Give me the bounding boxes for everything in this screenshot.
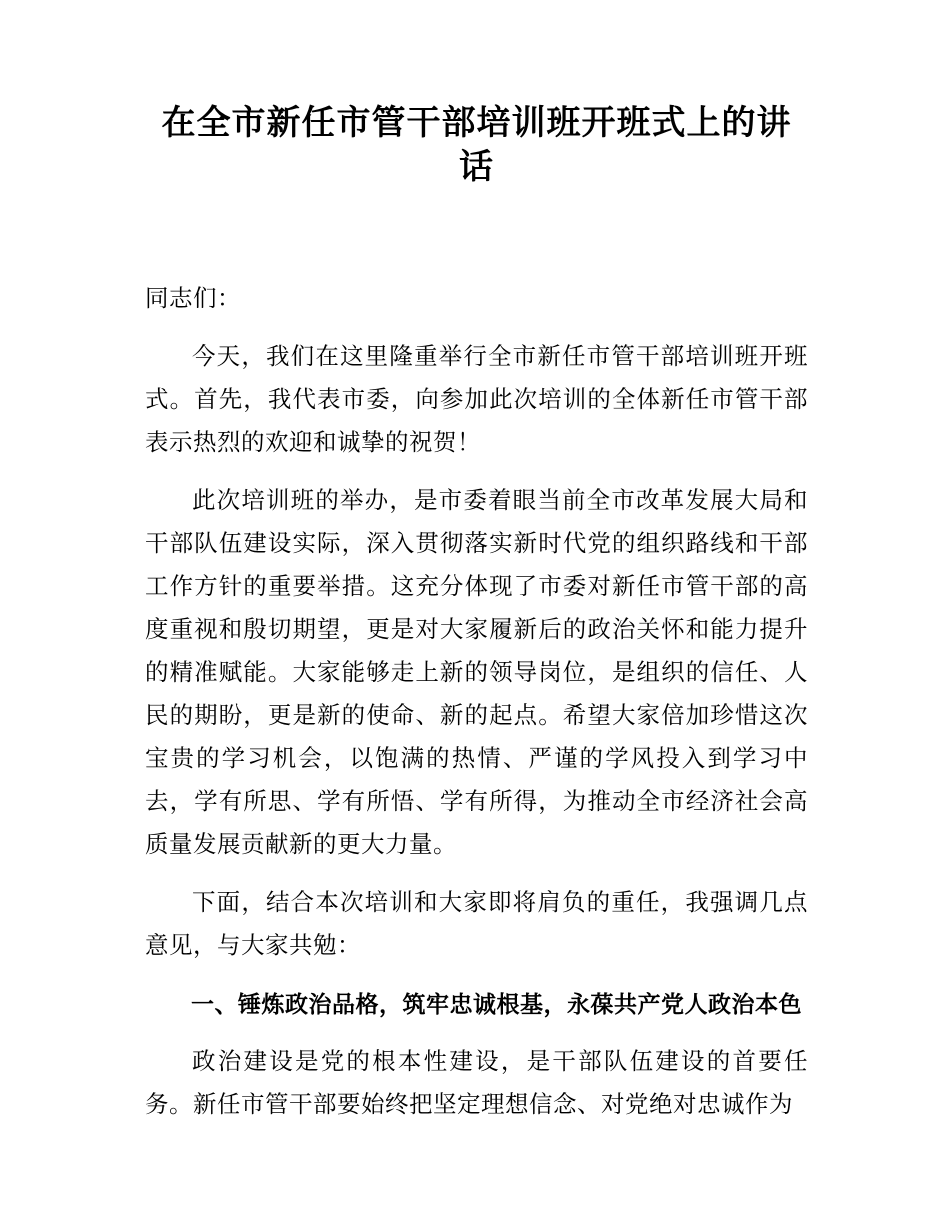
section-heading-1: 一、锤炼政治品格，筑牢忠诚根基，永葆共产党人政治本色 (191, 991, 802, 1018)
paragraph-opening: 今天，我们在这里隆重举行全市新任市管干部培训班开班式。首先，我代表市委，向参加此次培训的全体新任市管干部表示热烈的欢迎和诚挚的祝贺！ (145, 344, 808, 457)
paragraph-political-construction: 政治建设是党的根本性建设，是干部队伍建设的首要任务。新任市管干部要始终把坚定理想信念、对党绝对忠诚作为 (145, 1049, 808, 1119)
paragraph-training-purpose: 此次培训班的举办，是市委着眼当前全市改革发展大局和干部队伍建设实际，深入贯彻落实新时代党的组织路线和干部工作方针的重要举措。这充分体现了市委对新任市管干部的高度重视和殷切期望，更是对大家履新后的政治关怀和能力提升的精准赋能。大家能够走上新的领导岗位，是组织的信任、人民的期盼，更是新的使命、新的起点。希望大家倍加珍惜这次宝贵的学习机会，以饱满的热情、严谨的学风投入到学习中去，学有所思、学有所悟、学有所得，为推动全市经济社会高质量发展贡献新的更大力量。 (145, 488, 808, 859)
paragraph-transition: 下面，结合本次培训和大家即将肩负的重任，我强调几点意见，与大家共勉： (145, 890, 808, 960)
salutation-paragraph: 同志们： (145, 286, 241, 313)
document-title: 在全市新任市管干部培训班开班式上的讲话 (161, 105, 792, 187)
